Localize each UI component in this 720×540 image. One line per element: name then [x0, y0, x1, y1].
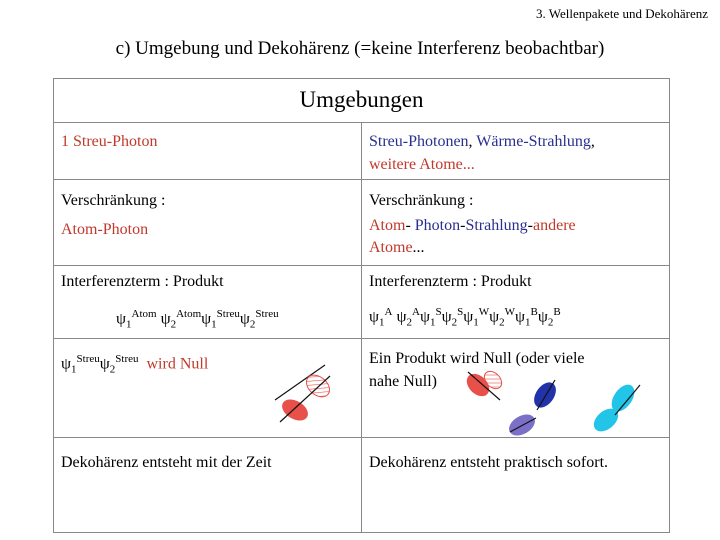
interference-formula-environment: $\psi_1^A$ $\psi_2^A\psi_1^S\psi_2^S\psi_1^W\psi_2^W\psi_1^B\psi_2^B$ [369, 306, 561, 329]
atom-photon-text: Atom-Photon [61, 221, 149, 238]
row5-right: Dekohärenz entsteht praktisch sofort. [369, 454, 609, 471]
chapter-header: 3. Wellenpakete und Dekohärenz [536, 6, 708, 21]
row4-right: Ein Produkt wird Null (oder viele nahe Null) [369, 350, 585, 390]
row5-left: Dekohärenz entsteht mit der Zeit [61, 454, 272, 471]
streu-photonen-text: Streu-Photonen [369, 133, 469, 150]
row4-left: $\psi_1^{Streu}\psi_2^{Streu}$ wird Null [61, 353, 209, 376]
row1-right: Streu-Photonen, Wärme-Strahlung, weitere Atome... [369, 133, 595, 173]
interference-formula-atom: $\psi_1^{Atom}$ $\psi_2^{Atom}\psi_1^{Streu}\psi_2^{Streu}$ [116, 308, 279, 331]
verschraenkung-label: Verschränkung : [369, 192, 474, 209]
wird-null-text: wird Null [146, 355, 209, 373]
page-title: c) Umgebung und Dekohärenz (=keine Interferenz beobachtbar) [115, 38, 605, 59]
table-heading: Umgebungen [299, 87, 424, 112]
weitere-atome-text: weitere Atome... [369, 156, 475, 173]
verschraenkung-label: Verschränkung : [61, 192, 166, 209]
waerme-strahlung-text: Wärme-Strahlung [476, 133, 591, 150]
row3-left-label: Interferenzterm : Produkt [61, 273, 224, 290]
blue-packet [530, 378, 561, 411]
row2-right: Verschränkung : Atom- Photon-Strahlung-andere Atome... [369, 186, 664, 259]
row3-right-label: Interferenzterm : Produkt [369, 273, 532, 290]
row1-left: 1 Streu-Photon [61, 133, 158, 150]
